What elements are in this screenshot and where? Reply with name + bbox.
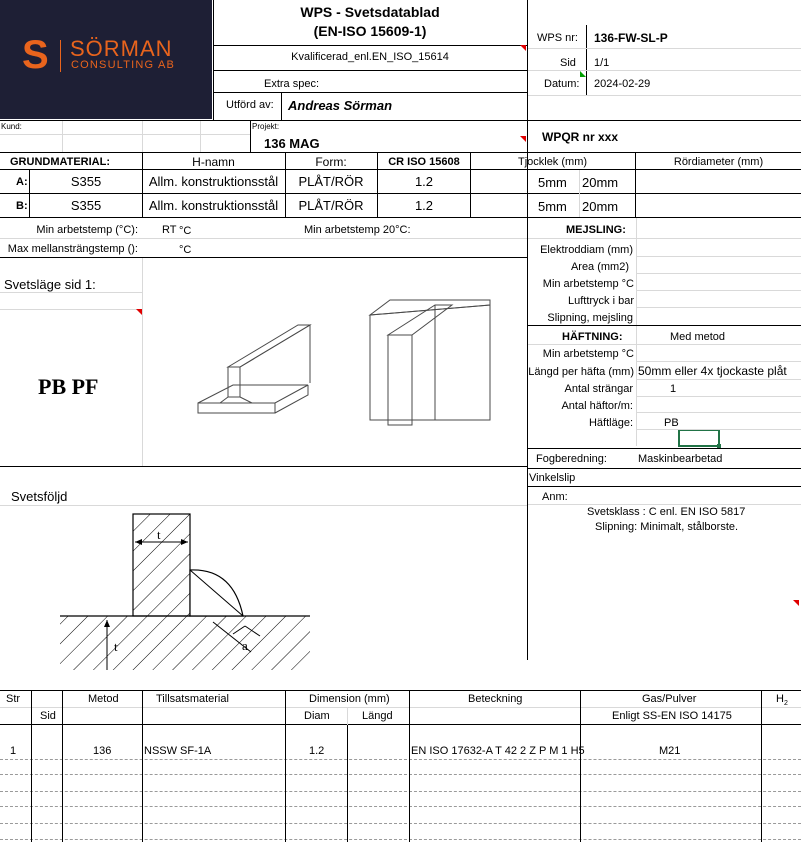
gouging-row-1: Elektroddiam (mm) (540, 244, 633, 256)
row-b-thickness2[interactable]: 20mm (582, 199, 619, 214)
col-side: Sid (40, 710, 56, 722)
gouging-row-4: Lufttryck i bar (567, 295, 634, 307)
dimension-t-side: t (114, 639, 118, 654)
header-form: Form: (315, 155, 347, 169)
row-1-filler[interactable]: NSSW SF-1A (144, 745, 212, 757)
tacking-row-5-label: Häftläge: (588, 417, 633, 429)
fillet-weld-3d-drawing (190, 295, 510, 430)
row-a-label: A: (16, 176, 28, 188)
wps-nr-label: WPS nr: (537, 32, 578, 44)
col-str: Str (6, 693, 21, 705)
row-a-cr[interactable]: 1.2 (414, 174, 434, 189)
max-interpass-label: Max mellansträngstemp (): (7, 243, 138, 255)
row-1-designation[interactable]: EN ISO 17632-A T 42 2 Z P M 1 H5 (411, 745, 585, 757)
tacking-row-3-value[interactable]: 1 (670, 383, 677, 395)
date-value[interactable]: 2024-02-29 (594, 78, 651, 90)
col-length: Längd (362, 710, 393, 722)
project-value[interactable]: 136 MAG (264, 136, 320, 151)
tacking-row-2-label: Längd per häfta (mm) (528, 366, 634, 378)
min-work-temp-value[interactable]: RT (162, 224, 177, 236)
row-a-material[interactable]: S355 (70, 174, 102, 189)
customer-label: Kund: (1, 122, 22, 131)
row-1-gas[interactable]: M21 (659, 745, 681, 757)
dimension-t-top: t (157, 527, 161, 542)
col-dimension: Dimension (mm) (309, 693, 390, 705)
col-method: Metod (88, 693, 119, 705)
selected-cell[interactable] (678, 429, 720, 447)
col-h2: $H_2$ (776, 693, 788, 708)
row-b-cr[interactable]: 1.2 (414, 198, 434, 213)
base-material-title: GRUNDMATERIAL: (10, 156, 111, 168)
col-designation: Beteckning (468, 693, 523, 705)
gouging-title: MEJSLING: (566, 224, 626, 236)
logo-name: SÖRMAN (70, 36, 173, 61)
wpqr-value[interactable]: WPQR nr xxx (542, 130, 619, 144)
logo-mark: S (22, 33, 49, 77)
row-1-str[interactable]: 1 (10, 745, 17, 757)
col-diam: Diam (304, 710, 330, 722)
row-b-name[interactable]: Allm. konstruktionsstål (148, 198, 279, 213)
row-b-label: B: (16, 200, 28, 212)
document-standard: (EN-ISO 15609-1) (313, 23, 427, 39)
bevel-label: Vinkelslip (529, 472, 576, 484)
project-label: Projekt: (252, 122, 280, 131)
tacking-row-1-label: Min arbetstemp °C (542, 348, 634, 360)
max-interpass-unit: °C (179, 244, 192, 256)
joint-prep-label: Fogberedning: (536, 453, 607, 465)
min-work-temp-unit: °C (179, 225, 192, 237)
header-cr: CR ISO 15608 (388, 156, 460, 168)
col-filler: Tillsatsmaterial (156, 693, 229, 705)
tacking-row-3-label: Antal strängar (564, 383, 633, 395)
weld-position-value[interactable]: PB PF (38, 374, 99, 399)
dimension-a: a (242, 638, 248, 653)
qualification-text: Kvalificerad_enl.EN_ISO_15614 (291, 51, 449, 63)
col-gas: Gas/Pulver (642, 693, 697, 705)
tacking-row-2-value[interactable]: 50mm eller 4x tjockaste plåt (638, 364, 787, 378)
logo-divider (60, 40, 61, 72)
fillet-weld-cross-section (55, 510, 325, 670)
min-work-temp-label: Min arbetstemp (°C): (36, 224, 138, 236)
tacking-row-5-value[interactable]: PB (664, 417, 679, 429)
tacking-title: HÄFTNING: (562, 331, 623, 343)
row-b-thickness1[interactable]: 5mm (538, 199, 567, 214)
tacking-method[interactable]: Med metod (670, 331, 726, 343)
header-thickness: Tjocklek (mm) (517, 156, 588, 168)
row-a-thickness1[interactable]: 5mm (538, 175, 567, 190)
col-gas-standard: Enligt SS-EN ISO 14175 (612, 710, 732, 722)
logo-subtitle: CONSULTING AB (71, 59, 176, 71)
row-a-thickness2[interactable]: 20mm (582, 175, 619, 190)
min-work-temp-20: Min arbetstemp 20°C: (304, 224, 411, 236)
row-a-name[interactable]: Allm. konstruktionsstål (148, 174, 279, 189)
extra-spec-label: Extra spec: (264, 78, 320, 90)
performed-by-label: Utförd av: (226, 99, 274, 111)
date-label: Datum: (544, 78, 580, 90)
weld-position-label: Svetsläge sid 1: (4, 277, 96, 292)
gouging-row-3: Min arbetstemp °C (542, 278, 634, 290)
row-b-material[interactable]: S355 (70, 198, 102, 213)
header-name: H-namn (192, 155, 235, 169)
performed-by-value[interactable]: Andreas Sörman (288, 98, 393, 113)
gouging-row-5: Slipning, mejsling (547, 312, 633, 324)
document-title: WPS - Svetsdatablad (300, 4, 440, 20)
row-b-form[interactable]: PLÅT/RÖR (298, 198, 364, 213)
joint-prep-value[interactable]: Maskinbearbetad (638, 453, 723, 465)
wps-nr-value[interactable]: 136-FW-SL-P (594, 31, 668, 45)
notes-line-1[interactable]: Svetsklass : C enl. EN ISO 5817 (587, 506, 746, 518)
row-1-method[interactable]: 136 (93, 745, 112, 757)
page-label: Sid (560, 57, 576, 69)
notes-line-2[interactable]: Slipning: Minimalt, stålborste. (595, 521, 739, 533)
row-1-diam[interactable]: 1.2 (309, 745, 325, 757)
row-a-form[interactable]: PLÅT/RÖR (298, 174, 364, 189)
header-diameter: Rördiameter (mm) (673, 156, 764, 168)
tacking-row-4-label: Antal häftor/m: (561, 400, 633, 412)
notes-label: Anm: (542, 491, 568, 503)
page-value[interactable]: 1/1 (594, 57, 610, 69)
weld-sequence-label: Svetsföljd (11, 489, 68, 504)
gouging-row-2: Area (mm2) (570, 261, 629, 273)
